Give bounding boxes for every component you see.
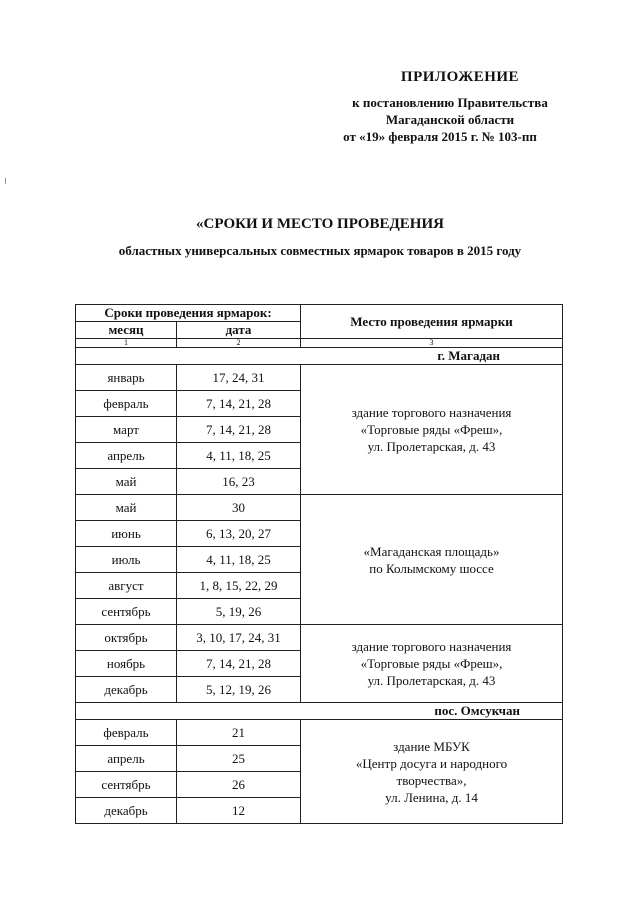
month-cell: сентябрь [76,772,177,798]
dates-cell: 4, 11, 18, 25 [177,443,301,469]
appendix-line-1: к постановлению Правительства [352,95,548,110]
section-spacer [76,348,301,365]
location-line: ул. Пролетарская, д. 43 [367,439,496,454]
location-line: здание торгового назначения [351,639,512,654]
month-cell: декабрь [76,798,177,824]
location-cell [301,720,563,824]
month-cell: февраль [76,720,177,746]
dates-cell: 1, 8, 15, 22, 29 [177,573,301,599]
section-row [76,703,563,720]
section-spacer [76,703,301,720]
location-line: «Торговые ряды «Фреш», [360,656,503,671]
month-header: месяц [76,322,177,339]
location-cell [301,365,563,495]
column-number-row [76,339,563,348]
location-line: «Центр досуга и народного [355,755,508,771]
month-cell: февраль [76,391,177,417]
table-body [76,305,563,824]
margin-mark [5,178,6,184]
month-cell: апрель [76,443,177,469]
location-line: ул. Ленина, д. 14 [385,789,478,805]
month-cell: март [76,417,177,443]
dates-cell: 5, 19, 26 [177,599,301,625]
dates-cell: 26 [177,772,301,798]
dates-cell: 4, 11, 18, 25 [177,547,301,573]
month-cell: октябрь [76,625,177,651]
location-line: творчества», [396,772,467,788]
appendix-line-2: Магаданской области [385,112,515,127]
location-line: ул. Пролетарская, д. 43 [367,673,496,688]
month-cell: май [76,469,177,495]
dates-cell: 3, 10, 17, 24, 31 [177,625,301,651]
month-cell: август [76,573,177,599]
table-row [76,365,563,391]
location-cell [301,495,563,625]
location-line: здание МБУК [393,738,470,754]
table-row [76,625,563,651]
date-header: дата [177,322,301,339]
section-name: г. Магадан [301,348,563,365]
month-cell: апрель [76,746,177,772]
location-line: «Магаданская площадь» [363,543,500,559]
dates-cell: 21 [177,720,301,746]
month-cell: май [76,495,177,521]
col-number-2: 2 [177,339,301,348]
month-cell: сентябрь [76,599,177,625]
appendix-line-3: от «19» февраля 2015 г. № 103-пп [343,129,537,144]
appendix-title: ПРИЛОЖЕНИЕ [400,69,520,85]
fair-schedule-table [75,304,563,824]
location-cell [301,625,563,703]
month-cell: декабрь [76,677,177,703]
col-number-1: 1 [76,339,177,348]
month-cell: июль [76,547,177,573]
location-line: по Колымскому шоссе [369,560,494,576]
table-row [76,495,563,521]
dates-cell: 12 [177,798,301,824]
dates-cell: 5, 12, 19, 26 [177,677,301,703]
month-cell: июнь [76,521,177,547]
dates-cell: 25 [177,746,301,772]
dates-cell: 7, 14, 21, 28 [177,391,301,417]
month-cell: ноябрь [76,651,177,677]
place-header: Место проведения ярмарки [301,305,563,339]
document-subtitle: областных универсальных совместных ярмарок товаров в 2015 году [118,243,522,258]
dates-cell: 7, 14, 21, 28 [177,417,301,443]
location-line: «Торговые ряды «Фреш», [360,422,503,437]
location-line: здание торгового назначения [351,405,512,420]
dates-cell: 16, 23 [177,469,301,495]
section-row [76,348,563,365]
dates-cell: 7, 14, 21, 28 [177,651,301,677]
dates-cell: 6, 13, 20, 27 [177,521,301,547]
terms-header: Сроки проведения ярмарок: [76,305,301,322]
section-name: пос. Омсукчан [301,703,563,720]
month-cell: январь [76,365,177,391]
header-row-1 [76,305,563,322]
table-row [76,720,563,746]
dates-cell: 17, 24, 31 [177,365,301,391]
dates-cell: 30 [177,495,301,521]
document-title: «СРОКИ И МЕСТО ПРОВЕДЕНИЯ [196,216,444,232]
col-number-3: 3 [301,339,563,348]
